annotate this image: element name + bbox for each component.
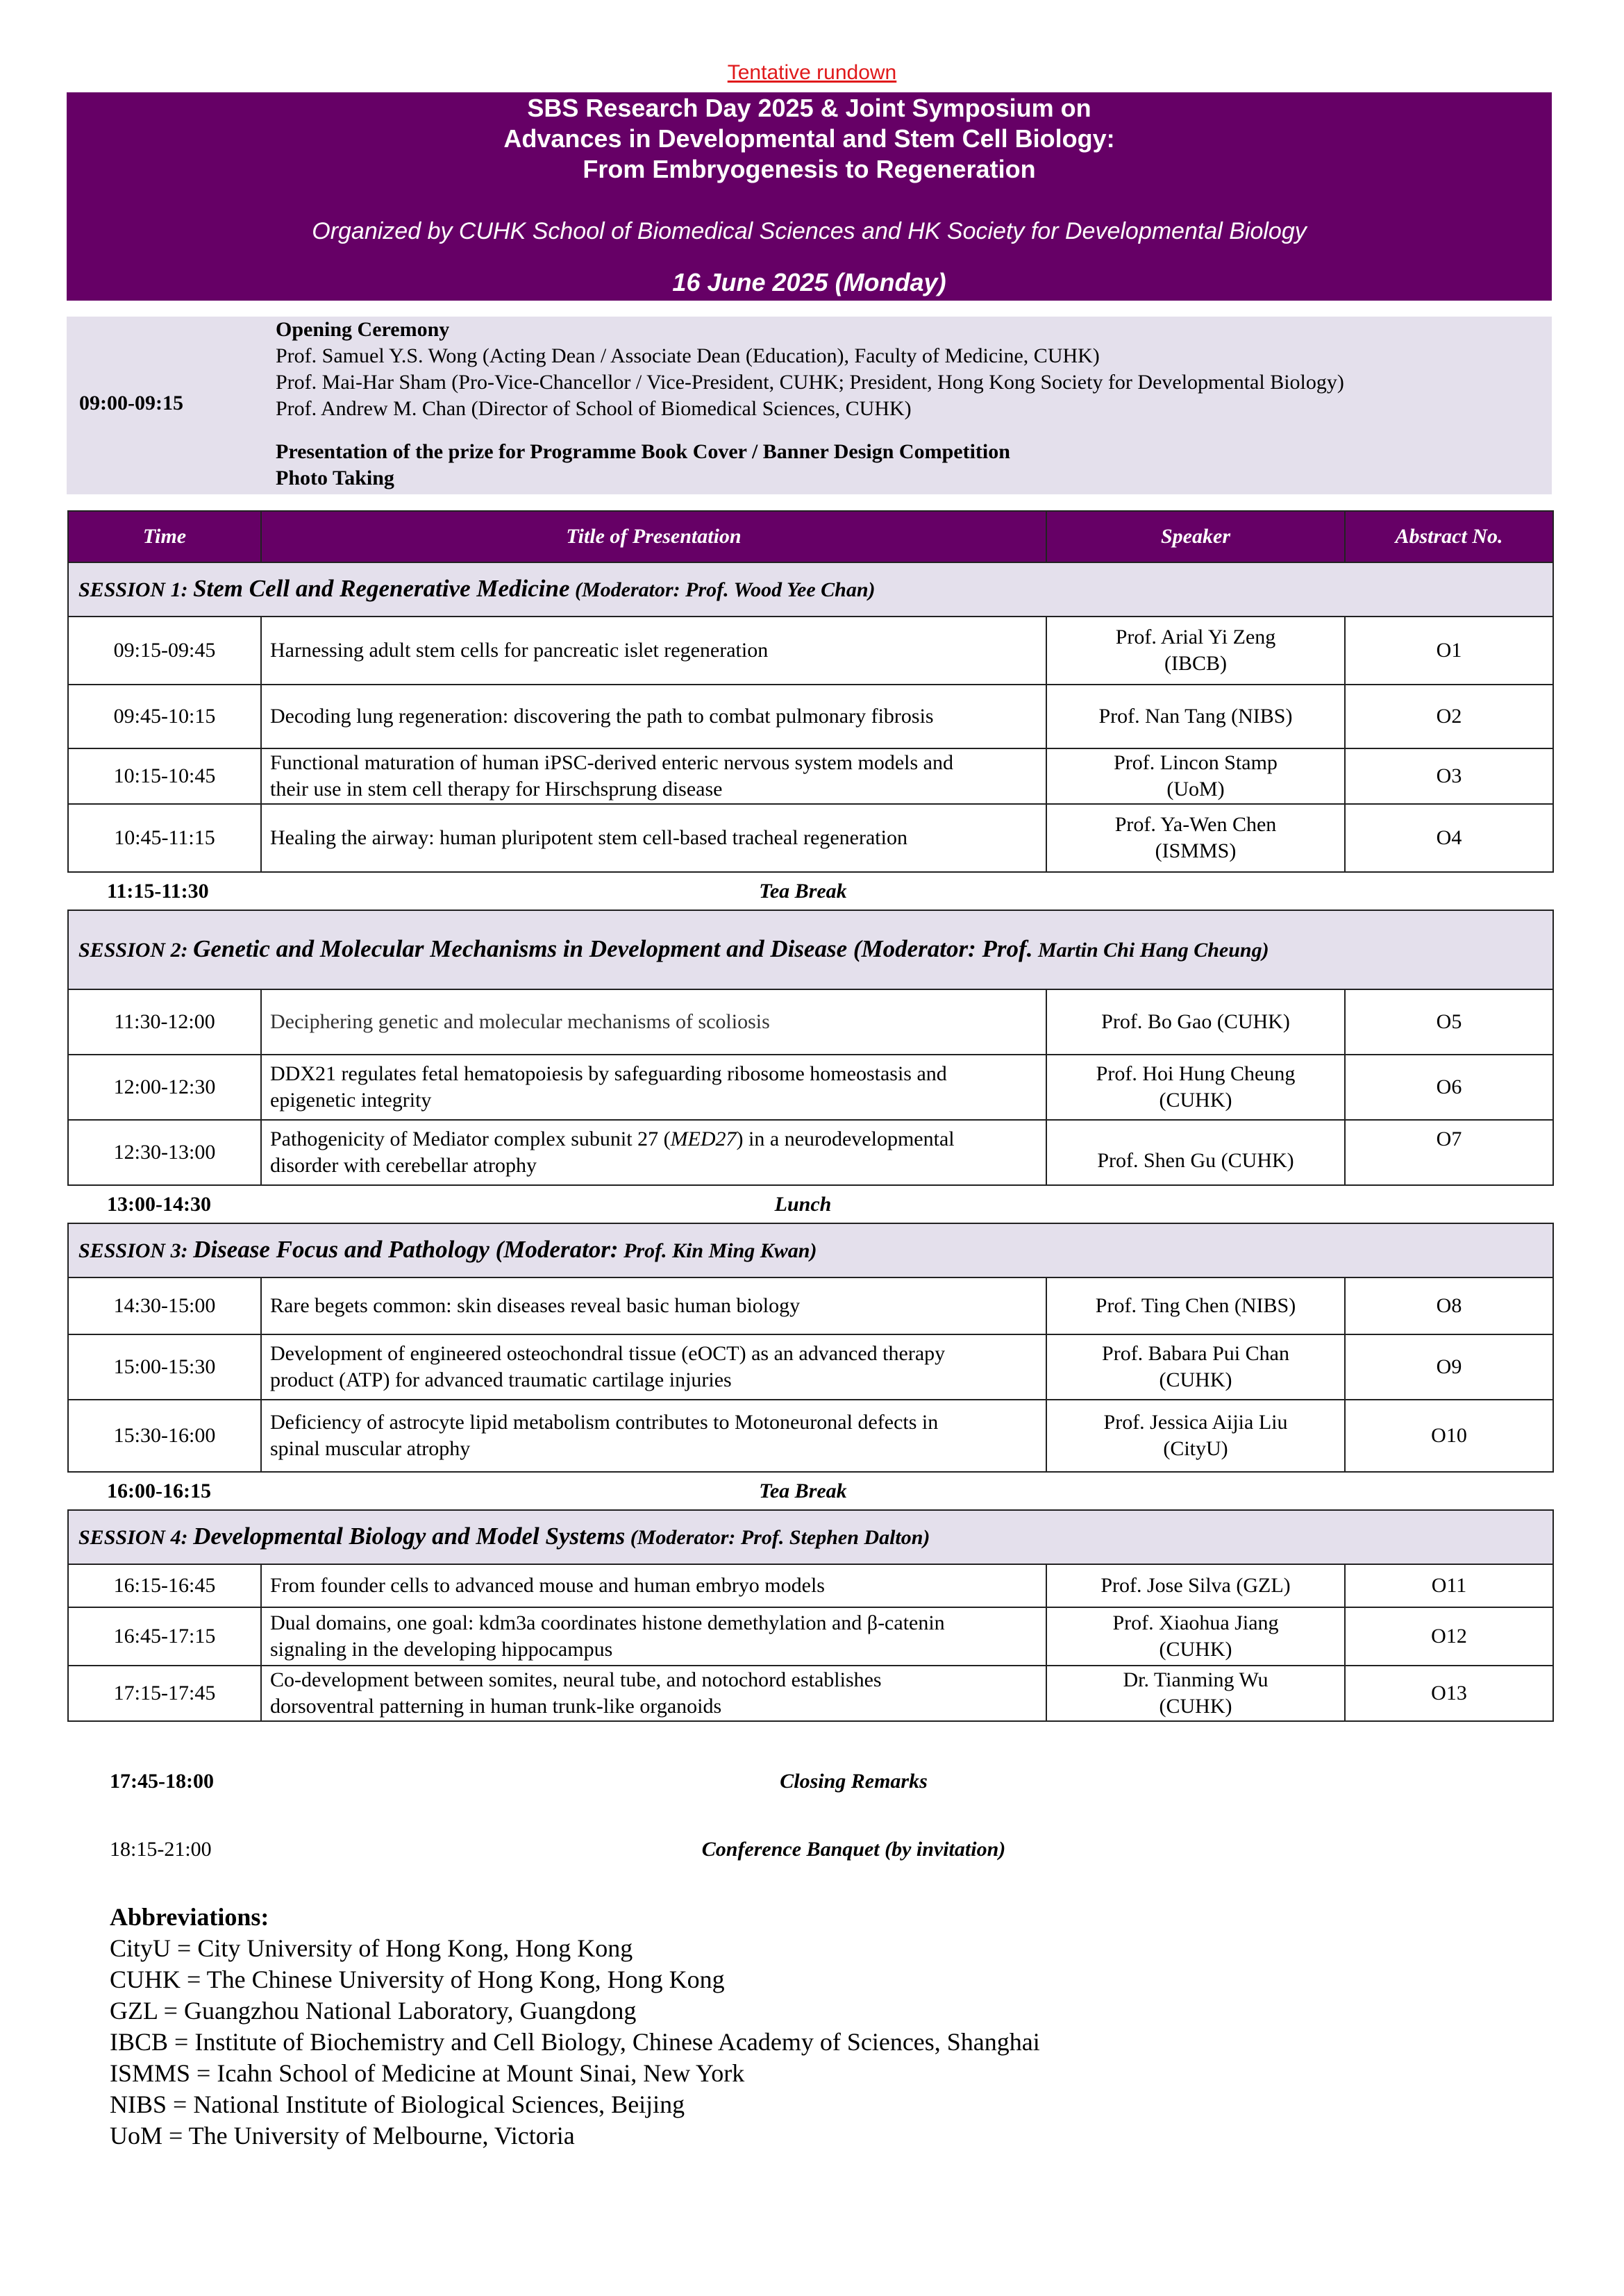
- table-row: 12:00-12:30 DDX21 regulates fetal hematopoiesis by safeguarding ribosome homeostasis and epigenetic integrity Prof. Hoi Hung Cheung (CUHK) O6: [68, 1055, 1553, 1120]
- session-header: SESSION 2: Genetic and Molecular Mechanisms in Development and Disease (Moderator: Prof. Martin Chi Hang Cheung): [68, 910, 1553, 989]
- banquet-time: 18:15-21:00: [110, 1838, 212, 1861]
- photo-taking: Photo Taking: [276, 467, 394, 489]
- session-header: SESSION 4: Developmental Biology and Model Systems (Moderator: Prof. Stephen Dalton): [68, 1510, 1553, 1564]
- list-item: NIBS = National Institute of Biological Sciences, Beijing: [110, 2090, 685, 2118]
- table-row: 15:30-16:00 Deficiency of astrocyte lipid metabolism contributes to Motoneuronal defects in spinal muscular atrophy Prof. Jessica Aijia Liu (CityU) O10: [68, 1400, 1553, 1472]
- event-title-line2: Advances in Developmental and Stem Cell Biology:: [503, 124, 1115, 153]
- closing-remarks: Closing Remarks: [780, 1770, 928, 1793]
- opening-title: Opening Ceremony: [276, 318, 450, 341]
- opening-speaker-3: Prof. Andrew M. Chan (Director of School of Biomedical Sciences, CUHK): [276, 397, 912, 420]
- programme-table: [67, 510, 1554, 1722]
- break-row: 13:00-14:30 Lunch: [68, 1185, 1553, 1223]
- list-item: CityU = City University of Hong Kong, Hong Kong: [110, 1934, 633, 1962]
- opening-time: 09:00-09:15: [79, 392, 183, 414]
- abbreviations-list: [110, 1902, 1040, 2152]
- table-row: 12:30-13:00 Pathogenicity of Mediator complex subunit 27 (MED27) in a neurodevelopmental disorder with cerebellar atrophy Prof. Shen Gu (CUHK) O7: [68, 1120, 1553, 1185]
- prize-presentation: Presentation of the prize for Programme Book Cover / Banner Design Competition: [276, 440, 1010, 463]
- session-header: SESSION 1: Stem Cell and Regenerative Medicine (Moderator: Prof. Wood Yee Chan): [68, 562, 1553, 617]
- table-row: 16:15-16:45 From founder cells to advanced mouse and human embryo models Prof. Jose Silva (GZL) O11: [68, 1564, 1553, 1607]
- col-time-header: Time: [68, 511, 261, 562]
- organizer-line: Organized by CUHK School of Biomedical Sciences and HK Society for Developmental Biology: [312, 218, 1307, 244]
- list-item: IBCB = Institute of Biochemistry and Cell Biology, Chinese Academy of Sciences, Shanghai: [110, 2028, 1040, 2056]
- table-row: 09:15-09:45 Harnessing adult stem cells for pancreatic islet regeneration Prof. Arial Yi Zeng (IBCB) O1: [68, 617, 1553, 685]
- opening-speaker-1: Prof. Samuel Y.S. Wong (Acting Dean / Associate Dean (Education), Faculty of Medicine, CUHK): [276, 344, 1100, 367]
- conference-banquet: Conference Banquet (by invitation): [701, 1838, 1006, 1861]
- table-row: 14:30-15:00 Rare begets common: skin diseases reveal basic human biology Prof. Ting Chen (NIBS) O8: [68, 1277, 1553, 1334]
- table-row: 17:15-17:45 Co-development between somites, neural tube, and notochord establishes dorsoventral patterning in human trunk-like organoids Dr. Tianming Wu (CUHK) O13: [68, 1666, 1553, 1721]
- abbreviations-heading: Abbreviations:: [110, 1903, 269, 1931]
- list-item: CUHK = The Chinese University of Hong Kong, Hong Kong: [110, 1966, 725, 1993]
- break-row: 11:15-11:30 Tea Break: [68, 872, 1553, 910]
- event-date: 16 June 2025 (Monday): [672, 268, 946, 296]
- table-row: 15:00-15:30 Development of engineered osteochondral tissue (eOCT) as an advanced therapy product (ATP) for advanced traumatic cartilage injuries Prof. Babara Pui Chan (CUHK) O9: [68, 1334, 1553, 1400]
- tentative-label: Tentative rundown: [727, 61, 897, 84]
- break-row: 16:00-16:15 Tea Break: [68, 1472, 1553, 1510]
- list-item: UoM = The University of Melbourne, Victoria: [110, 2122, 575, 2150]
- event-banner: [67, 92, 1552, 301]
- table-row: 09:45-10:15 Decoding lung regeneration: discovering the path to combat pulmonary fibrosis Prof. Nan Tang (NIBS) O2: [68, 685, 1553, 748]
- table-row: 11:30-12:00 Deciphering genetic and molecular mechanisms of scoliosis Prof. Bo Gao (CUHK) O5: [68, 989, 1553, 1055]
- col-title-header: Title of Presentation: [261, 511, 1046, 562]
- list-item: ISMMS = Icahn School of Medicine at Mount Sinai, New York: [110, 2059, 745, 2087]
- event-title-line3: From Embryogenesis to Regeneration: [583, 155, 1036, 183]
- table-row: 10:15-10:45 Functional maturation of human iPSC-derived enteric nervous system models and their use in stem cell therapy for Hirschsprung disease Prof. Lincon Stamp (UoM) O3: [68, 748, 1553, 804]
- event-title-line1: SBS Research Day 2025 & Joint Symposium on: [527, 94, 1091, 122]
- opening-ceremony-block: [67, 317, 1552, 494]
- table-row: 16:45-17:15 Dual domains, one goal: kdm3a coordinates histone demethylation and β-catenin signaling in the developing hippocampus Prof. Xiaohua Jiang (CUHK) O12: [68, 1607, 1553, 1666]
- table-row: 10:45-11:15 Healing the airway: human pluripotent stem cell-based tracheal regeneration Prof. Ya-Wen Chen (ISMMS) O4: [68, 804, 1553, 872]
- list-item: GZL = Guangzhou National Laboratory, Guangdong: [110, 1997, 637, 2025]
- closing-time: 17:45-18:00: [110, 1770, 214, 1793]
- col-speaker-header: Speaker: [1046, 511, 1345, 562]
- opening-speaker-2: Prof. Mai-Har Sham (Pro-Vice-Chancellor / Vice-President, CUHK; President, Hong Kong Society for Developmental Biology): [276, 371, 1344, 394]
- col-abstract-header: Abstract No.: [1345, 511, 1553, 562]
- session-header: SESSION 3: Disease Focus and Pathology (Moderator: Prof. Kin Ming Kwan): [68, 1223, 1553, 1277]
- table-header-row: [68, 511, 1553, 562]
